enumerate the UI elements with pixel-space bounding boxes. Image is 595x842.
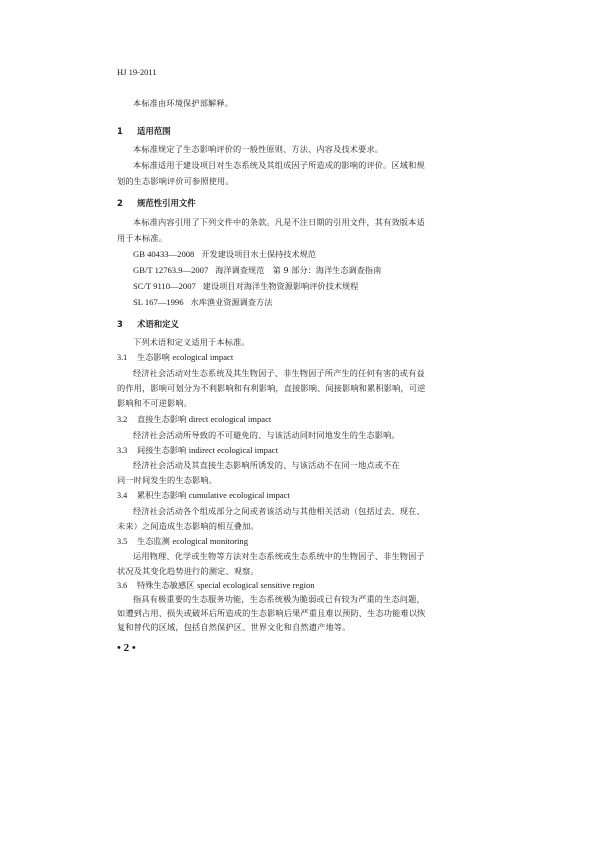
term-zh: 生态监测 (137, 536, 170, 546)
term-number: 3.3 (117, 446, 128, 455)
term-number: 3.6 (117, 581, 128, 590)
paragraph-line: 影响和不可逆影响。 (117, 398, 193, 408)
term-en: cumulative ecological impact (188, 490, 290, 500)
term-number: 3.4 (117, 491, 128, 500)
reference-title: 建设项目对海洋生物资源影响评价技术规程 (202, 281, 359, 291)
paragraph-line: 的作用，影响可划分为不利影响和有利影响，直接影响、间接影响和累积影响，可逆 (117, 383, 426, 393)
paragraph-line: 运用物理、化学或生物等方法对生态系统或生态系统中的生物因子、非生物因子 (133, 551, 425, 561)
section-1-heading (117, 125, 171, 137)
paragraph-line: 经济社会活动各个组成部分之间或者该活动与其他相关活动（包括过去、现在、 (133, 506, 425, 516)
term-number: 3.5 (117, 537, 128, 546)
paragraph-line: 复和替代的区域，包括自然保护区、世界文化和自然遗产地等。 (117, 622, 351, 632)
term-en: ecological monitoring (172, 536, 249, 546)
paragraph-line: 本标准适用于建设项目对生态系统及其组成因子所造成的影响的评价。区域和规 (133, 160, 425, 170)
paragraph-line: 本标准内容引用了下列文件中的条款。凡是不注日期的引用文件，其有效版本适 (133, 217, 425, 227)
reference-item (133, 265, 381, 276)
section-3-heading (117, 318, 179, 330)
paragraph-line: 状况及其变化趋势进行的测定、观察。 (117, 566, 259, 576)
paragraph-line: 划的生态影响评价可参照使用。 (117, 176, 234, 186)
section-title: 术语和定义 (137, 319, 179, 329)
intro-text: 本标准由环境保护部解释。 (133, 98, 234, 108)
reference-title: 开发建设项目水土保持技术规范 (201, 249, 316, 259)
term-heading (117, 352, 233, 363)
page-number: • 2 • (117, 642, 136, 654)
paragraph-line: 经济社会活动对生态系统及其生物因子、非生物因子所产生的任何有害的或有益 (133, 368, 425, 378)
reference-item (133, 281, 358, 292)
term-number: 3.2 (117, 415, 128, 424)
paragraph-line: 用于本标准。 (117, 233, 168, 243)
term-en: indirect ecological impact (188, 445, 278, 455)
reference-title: 海洋调查规范 第 9 部分：海洋生态调查指南 (215, 265, 382, 275)
term-zh: 特殊生态敏感区 (137, 580, 195, 590)
paragraph-line: 经济社会活动所导致的不可避免的、与该活动同时同地发生的生态影响。 (133, 430, 400, 440)
term-heading (117, 445, 278, 456)
reference-code: GB/T 12763.9—2007 (133, 265, 209, 275)
paragraph-line: 如遭到占用、损失或破坏后所造成的生态影响后果严重且难以预防、生态功能难以恢 (117, 608, 426, 618)
term-heading (117, 490, 290, 501)
term-zh: 生态影响 (137, 352, 170, 362)
reference-code: SL 167—1996 (133, 297, 184, 307)
paragraph-line: 下列术语和定义适用于本标准。 (133, 337, 250, 347)
term-en: direct ecological impact (188, 414, 272, 424)
term-heading (117, 580, 315, 591)
paragraph-line: 未来）之间造成生态影响的相互叠加。 (117, 521, 259, 531)
section-2-heading (117, 197, 196, 209)
section-number: 3 (117, 319, 123, 329)
page-header: HJ 19-2011 (117, 67, 157, 77)
section-number: 1 (117, 126, 123, 136)
paragraph-line: 指具有极重要的生态服务功能，生态系统极为脆弱或已有较为严重的生态问题， (133, 594, 425, 604)
reference-code: SC/T 9110—2007 (133, 281, 196, 291)
paragraph-line: 本标准规定了生态影响评价的一般性原则、方法、内容及技术要求。 (133, 144, 384, 154)
term-zh: 间接生态影响 (137, 445, 187, 455)
term-heading (117, 414, 271, 425)
term-zh: 直接生态影响 (137, 414, 187, 424)
reference-item (133, 249, 316, 260)
section-title: 适用范围 (137, 126, 171, 136)
reference-item (133, 297, 272, 308)
term-zh: 累积生态影响 (137, 490, 187, 500)
term-number: 3.1 (117, 353, 128, 362)
reference-title: 水库渔业资源调查方法 (190, 297, 273, 307)
term-en: special ecological sensitive region (196, 580, 315, 590)
paragraph-line: 经济社会活动及其直接生态影响所诱发的、与该活动不在同一地点或不在 (133, 460, 400, 470)
section-number: 2 (117, 198, 123, 208)
section-title: 规范性引用文件 (137, 198, 196, 208)
term-heading (117, 536, 248, 547)
reference-code: GB 40433—2008 (133, 249, 195, 259)
paragraph-line: 同一时间发生的生态影响。 (117, 475, 218, 485)
term-en: ecological impact (172, 352, 234, 362)
